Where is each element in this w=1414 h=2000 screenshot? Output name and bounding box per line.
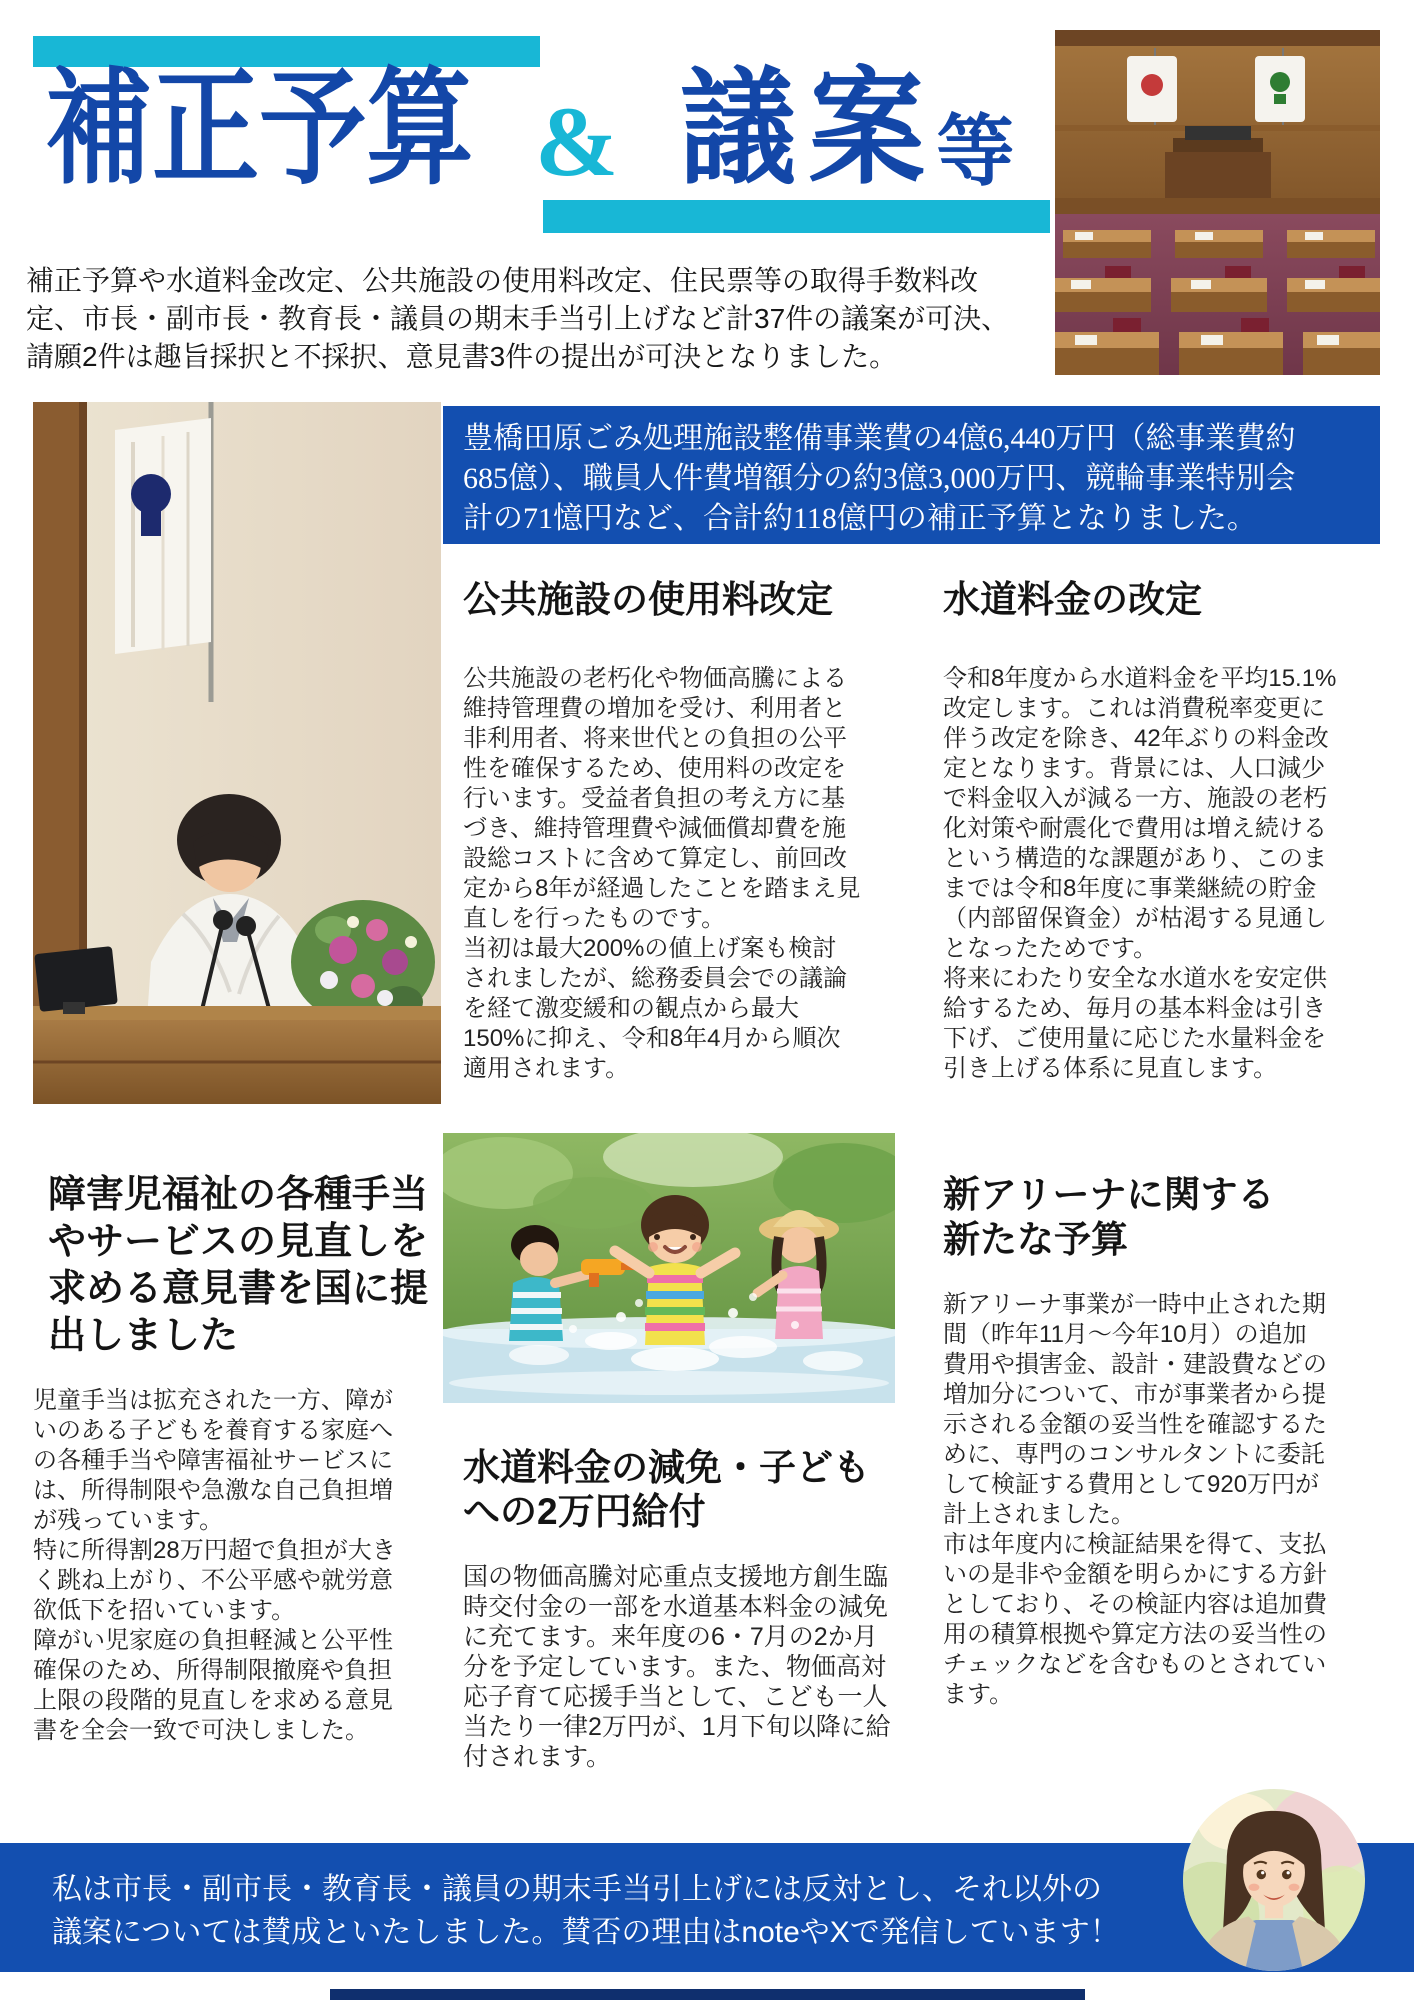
- title-sub: 議案: [680, 58, 938, 199]
- section-arena-heading: 新アリーナに関する 新たな予算: [943, 1174, 1275, 1260]
- section-facility-body: 公共施設の老朽化や物価高騰による 維持管理費の増加を受け、利用者と 非利用者、将来世代との負担の公平 性を確保するため、使用料の改定を 行います。受益者負担の考え方に基 づき、維持管理費や減価償却費を施 設総コストに含めて算定し、前回改 定から8年が経過したことを踏まえ見 直しを行ったものです。 当初は最大200%の値上げ案も検討 されましたが、総務委員会での議論 を経て激変緩和の観点から最大 150%に抑え、令和8年4月から順次 適用されます。: [463, 665, 861, 1082]
- title-main: 補正予算: [45, 58, 474, 199]
- title-ampersand: &: [535, 85, 619, 197]
- bottom-accent-strip: [330, 1989, 1085, 2000]
- section-water-body: 令和8年度から水道料金を平均15.1% 改定します。これは消費税率変更に 伴う改定を除き、42年ぶりの料金改 定となります。背景には、人口減少 で料金収入が減る一方、施設の老朽 化対策や耐震化で費用は増え続ける という構造的な課題があり、このま までは令和8年度に事業継続の貯金 （内部留保資金）が枯渇する見通し となったためです。 将来にわたり安全な水道水を安定供 給するため、毎月の基本料金は引き 下げ、ご使用量に応じた水量料金を 引き上げる体系に見直します。: [943, 665, 1337, 1082]
- section-waiver-heading: 水道料金の減免・子ども への2万円給付: [463, 1447, 870, 1532]
- header-accent-bar-under-title: [543, 200, 1050, 233]
- author-avatar: [1183, 1789, 1365, 1971]
- section-water-heading: 水道料金の改定: [943, 579, 1202, 620]
- desk-rows: [1055, 230, 1380, 375]
- section-opinion-heading: 障害児福祉の各種手当 やサービスの見直しを 求める意見書を国に提 出しました: [48, 1174, 429, 1357]
- council-chamber-photo: [1055, 30, 1380, 375]
- speech-photo: [33, 402, 441, 1104]
- title-suffix: 等: [936, 106, 1015, 195]
- budget-highlight-box: 豊橋田原ごみ処理施設整備事業費の4億6,440万円（総事業費約 685億）、職員人件費増額分の約3億3,000万円、競輪事業特別会 計の71憶円など、合計約118億円の補正予算となりました。: [443, 406, 1380, 544]
- section-arena-body: 新アリーナ事業が一時中止された期 間（昨年11月～今年10月）の追加 費用や損害金、設計・建設費などの 増加分について、市が事業者から提 示される金額の妥当性を確認するた めに、専門のコンサルタントに委託 して検証する費用として920万円が 計上されました。 市は年度内に検証結果を得て、支払 いの是非や金額を明らかにする方針 としており、その検証内容は追加費 用の積算根拠や算定方法の妥当性の チェックなどを含むものとされてい ます。: [943, 1291, 1327, 1708]
- children-water-play-photo: [443, 1133, 895, 1403]
- flower-arrangement: [291, 900, 435, 1024]
- section-facility-heading: 公共施設の使用料改定: [463, 579, 833, 620]
- page-title: [45, 58, 1015, 199]
- desk-monitor: [34, 946, 118, 1014]
- section-waiver-body: 国の物価高騰対応重点支援地方創生臨 時交付金の一部を水道基本料金の減免 に充てます。来年度の6・7月の2か月 分を予定しています。また、物価高対 応子育て応援手当として、こども一人 当たり一律2万円が、1月下旬以降に給 付されます。: [463, 1563, 891, 1771]
- footer-statement: 私は市長・副市長・教育長・議員の期末手当引上げには反対とし、それ以外の 議案については賛成といたしました。賛否の理由はnoteやXで発信しています！: [52, 1873, 1120, 1949]
- podium-top: [33, 1006, 441, 1020]
- section-opinion-body: 児童手当は拡充された一方、障が いのある子どもを養育する家庭へ の各種手当や障害福祉サービスに は、所得制限や急激な自己負担増 が残っています。 特に所得割28万円超で負担が大き く跳ね上がり、不公平感や就労意 欲低下を招いています。 障がい児家庭の負担軽減と公平性 確保のため、所得制限撤廃や負担 上限の段階的見直しを求める意見 書を全会一致で可決しました。: [33, 1387, 396, 1744]
- intro-paragraph: 補正予算や水道料金改定、公共施設の使用料改定、住民票等の取得手数料改 定、市長・副市長・教育長・議員の期末手当引上げなど計37件の議案が可決、 請願2件は趣旨採択と不採択、意見書3件の提出が可決となりました。: [26, 265, 1010, 372]
